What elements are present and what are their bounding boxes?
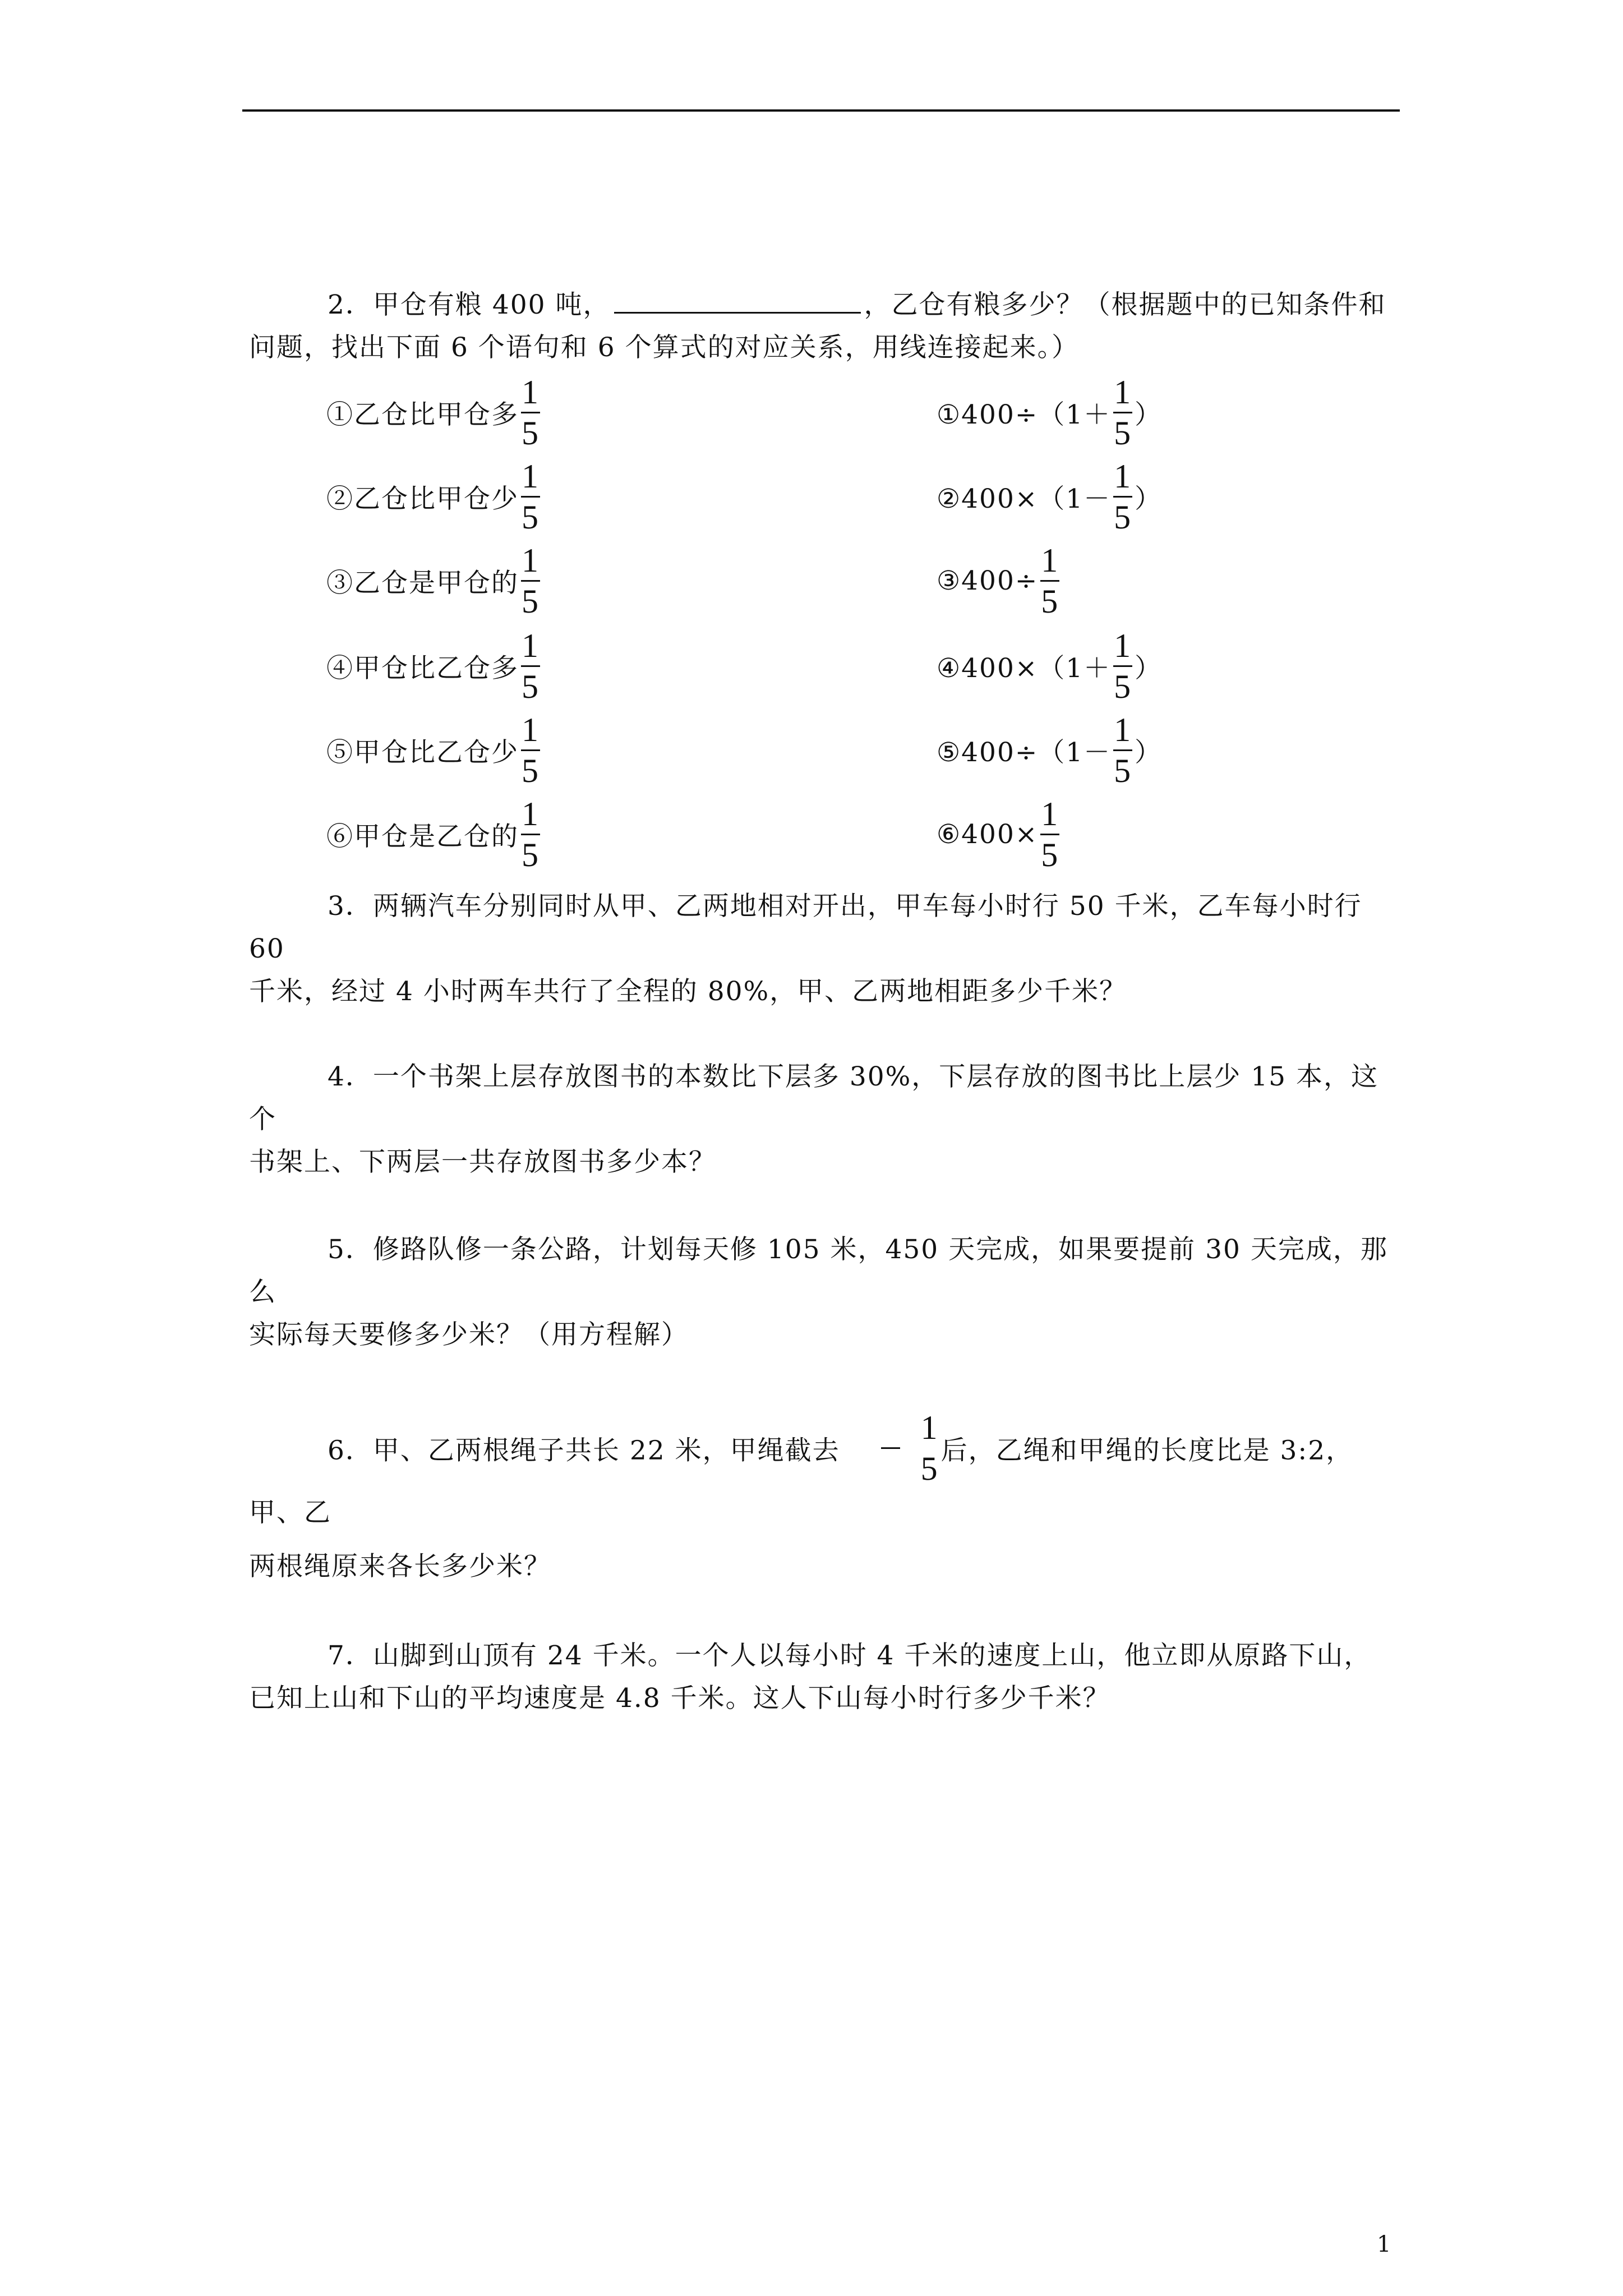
q4-line1: 4．一个书架上层存放图书的本数比下层多 30%，下层存放的图书比上层少 15 本，这个: [249, 1061, 1378, 1135]
fraction-one-fifth: [1040, 795, 1059, 873]
fraction-one-fifth: [521, 542, 540, 620]
expression-item[interactable]: [937, 708, 1162, 792]
fraction-numerator: 1: [522, 711, 540, 748]
fraction-denominator: 5: [1114, 498, 1132, 536]
fraction-bar: [1113, 665, 1132, 667]
expression-prefix: ④400×（1＋: [937, 652, 1112, 684]
statement-item[interactable]: [326, 708, 542, 792]
fraction-numerator: 1: [522, 457, 540, 495]
fraction-one-fifth: [521, 458, 540, 536]
fraction-bar: [1113, 412, 1132, 413]
statement-item[interactable]: [326, 792, 542, 876]
fraction-bar: [1040, 580, 1059, 582]
q5-line2: 实际每天要修多少米？（用方程解）: [249, 1319, 689, 1350]
expression-item[interactable]: [937, 370, 1162, 454]
fraction-denominator: 5: [522, 414, 540, 452]
q7-line2: 已知上山和下山的平均速度是 4.8 千米。这人下山每小时行多少千米？: [249, 1683, 1110, 1714]
fraction-bar: [1040, 834, 1059, 835]
expression-prefix: ②400×（1－: [937, 483, 1112, 514]
fraction-numerator: 1: [920, 1409, 939, 1446]
fraction-numerator: 1: [522, 373, 540, 411]
expression-prefix: ⑥400×: [937, 818, 1039, 850]
fraction-numerator: 1: [1041, 795, 1059, 832]
fraction-bar: [521, 412, 540, 413]
statement-item[interactable]: [326, 624, 542, 708]
statement-item[interactable]: [326, 539, 542, 623]
question-3: [249, 885, 1404, 1013]
page-number: 1: [1377, 2231, 1391, 2257]
q6-line1-a: 6．甲、乙两根绳子共长 22 米，甲绳截去: [328, 1435, 840, 1466]
expression-item[interactable]: [937, 792, 1062, 876]
fraction-bar: [881, 1447, 900, 1449]
fraction-numerator: 1: [522, 627, 540, 664]
q3-line1: 3．两辆汽车分别同时从甲、乙两地相对开出，甲车每小时行 50 千米，乙车每小时行 60: [249, 891, 1362, 964]
expression-suffix: ）: [1135, 399, 1163, 430]
expression-prefix: ③400÷: [937, 565, 1039, 596]
fraction-denominator: 5: [1041, 582, 1059, 620]
expression-prefix: ①400÷（1＋: [937, 399, 1112, 430]
fraction-one-fifth: [1113, 458, 1132, 536]
fraction-numerator: 1: [522, 795, 540, 832]
fraction-bar: [1113, 749, 1132, 751]
fraction-denominator: 5: [920, 1450, 939, 1487]
fraction-bar: [521, 665, 540, 667]
expression-suffix: ）: [1135, 737, 1163, 768]
fraction-one-fifth: [1113, 374, 1132, 452]
q2-line1-b: ，乙仓有粮多少？（根据题中的已知条件和: [864, 289, 1386, 320]
q6-line2: 两根绳原来各长多少米？: [249, 1551, 551, 1582]
fraction-bar: [521, 496, 540, 498]
question-2: [249, 284, 1404, 369]
q2-line2: 问题，找出下面 6 个语句和 6 个算式的对应关系，用线连接起来。）: [249, 332, 1080, 363]
fraction-numerator: 1: [1114, 711, 1132, 748]
fraction-bar: [521, 834, 540, 835]
q2-line1-a: 2．甲仓有粮 400 吨，: [328, 289, 611, 320]
question-7: [249, 1635, 1404, 1720]
fraction-one-fifth: [521, 795, 540, 873]
header-rule: [242, 109, 1400, 112]
fraction-one-fifth: [521, 711, 540, 789]
fraction-denominator: 5: [522, 836, 540, 873]
fraction-bar: [1113, 496, 1132, 498]
statement-text: ⑤甲仓比乙仓少: [326, 737, 519, 768]
q3-line2: 千米，经过 4 小时两车共行了全程的 80%，甲、乙两地相距多少千米？: [249, 976, 1127, 1007]
expression-prefix: ⑤400÷（1－: [937, 737, 1112, 768]
fraction-one-fifth: [842, 1409, 939, 1487]
fraction-one-fifth: [1040, 542, 1059, 620]
q7-line1: 7．山脚到山顶有 24 千米。一个人以每小时 4 千米的速度上山，他立即从原路下山，: [328, 1640, 1372, 1671]
question-4: [249, 1056, 1404, 1184]
fraction-numerator: 1: [1041, 541, 1059, 579]
question-6: [249, 1409, 1404, 1588]
fraction-numerator: 1: [1114, 373, 1132, 411]
statement-text: ③乙仓是甲仓的: [326, 567, 519, 599]
fraction-denominator: 5: [522, 752, 540, 789]
fraction-one-fifth: [521, 627, 540, 705]
expression-item[interactable]: [937, 539, 1062, 623]
fraction-numerator: 1: [1114, 627, 1132, 664]
expression-item[interactable]: [937, 454, 1162, 539]
statement-text: ⑥甲仓是乙仓的: [326, 821, 519, 852]
expression-suffix: ）: [1135, 652, 1163, 684]
fraction-denominator: 5: [522, 498, 540, 536]
fraction-bar: [521, 749, 540, 751]
fraction-denominator: 5: [1114, 752, 1132, 789]
q6-line1-b: 后，乙绳和甲绳的长度比是 3:2，甲、乙: [249, 1435, 1354, 1528]
q4-line2: 书架上、下两层一共存放图书多少本？: [249, 1147, 716, 1177]
statement-text: ④甲仓比乙仓多: [326, 652, 519, 684]
expression-item[interactable]: [937, 624, 1162, 708]
fraction-denominator: 5: [522, 582, 540, 620]
fraction-denominator: 5: [1041, 836, 1059, 873]
fraction-one-fifth: [521, 374, 540, 452]
fraction-one-fifth: [1113, 627, 1132, 705]
statement-item[interactable]: [326, 370, 542, 454]
fraction-numerator: 1: [1114, 457, 1132, 495]
fraction-one-fifth: [1113, 711, 1132, 789]
statement-item[interactable]: [326, 454, 542, 539]
expression-suffix: ）: [1135, 483, 1163, 514]
fraction-bar: [521, 580, 540, 582]
statement-text: ①乙仓比甲仓多: [326, 399, 519, 430]
answer-blank[interactable]: [614, 285, 861, 314]
fraction-denominator: 5: [522, 668, 540, 705]
fraction-numerator: 1: [522, 541, 540, 579]
fraction-denominator: 5: [1114, 414, 1132, 452]
statement-text: ②乙仓比甲仓少: [326, 483, 519, 514]
question-5: [249, 1228, 1404, 1356]
q5-line1: 5．修路队修一条公路，计划每天修 105 米，450 天完成，如果要提前 30 天完成，那么: [249, 1234, 1388, 1308]
fraction-denominator: 5: [1114, 668, 1132, 705]
